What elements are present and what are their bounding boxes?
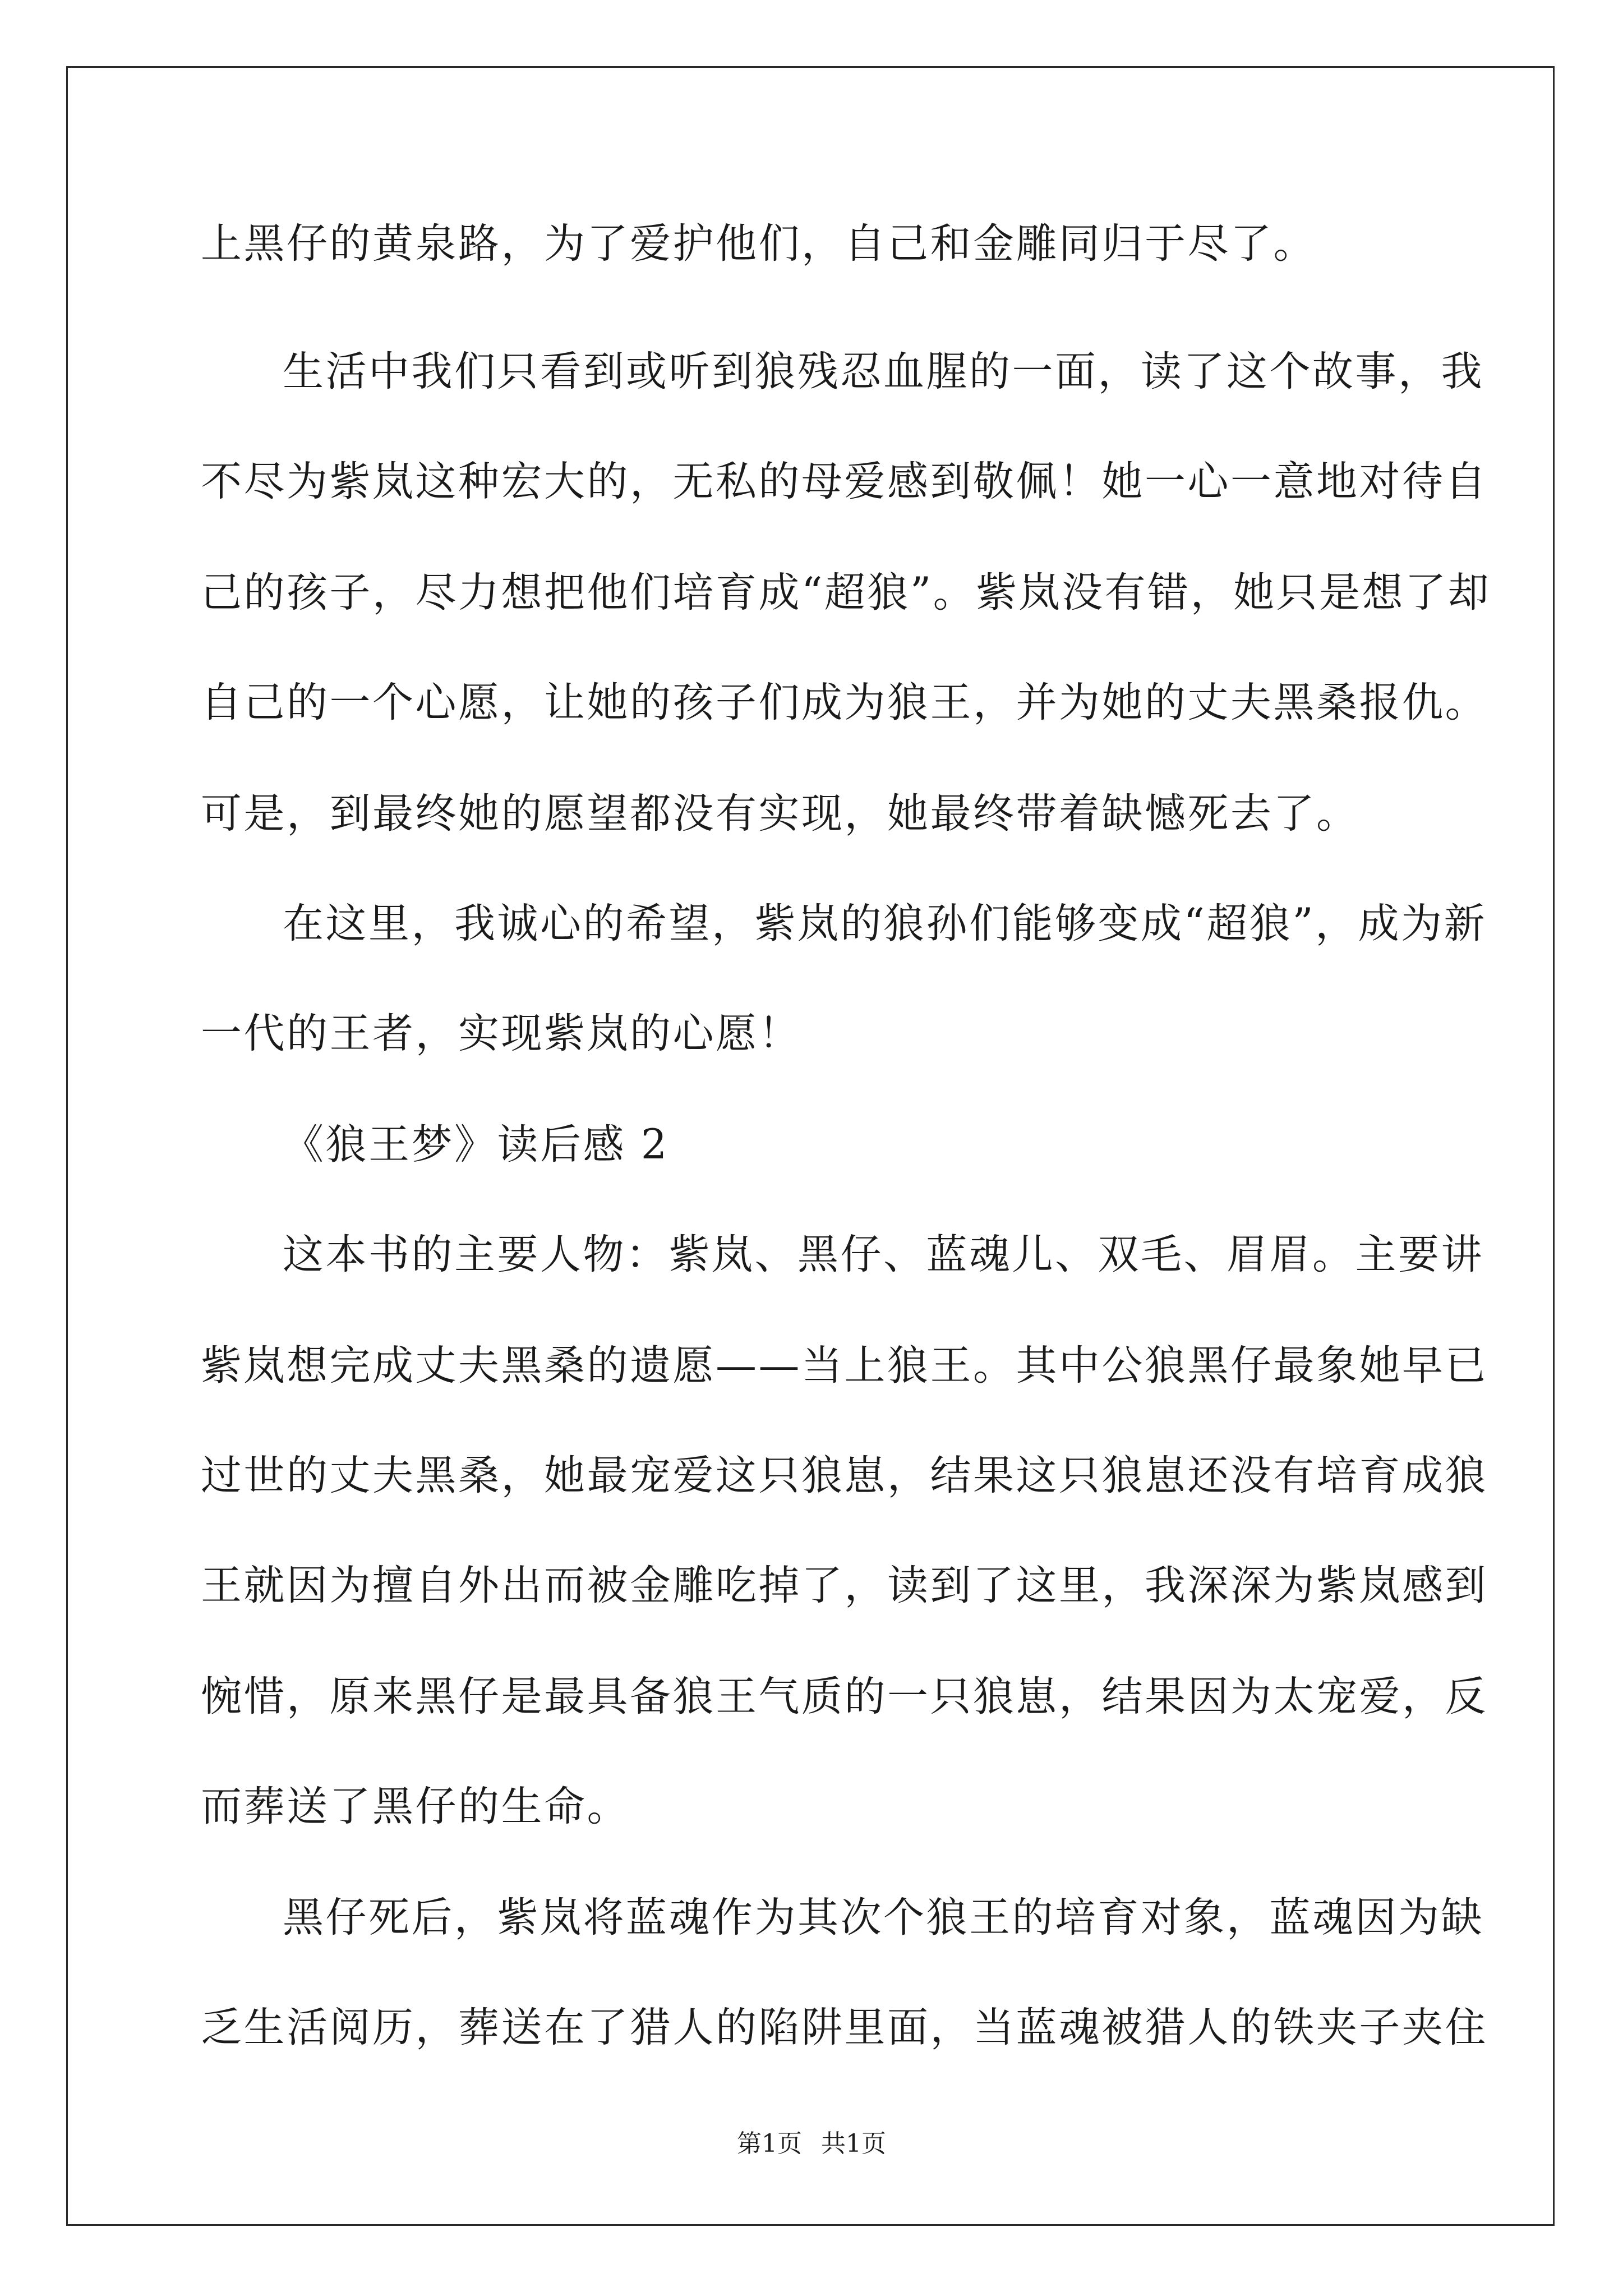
page-total: 共1页 (821, 2129, 886, 2158)
text-line: 黑仔死后，紫岚将蓝魂作为其次个狼王的培育对象，蓝魂因为缺 (283, 1894, 1484, 1941)
text-line: 这本书的主要人物：紫岚、黑仔、蓝魂儿、双毛、眉眉。主要讲 (283, 1231, 1484, 1278)
section-heading: 《狼王梦》读后感 2 (283, 1121, 669, 1168)
text-line: 乏生活阅历，葬送在了猎人的陷阱里面，当蓝魂被猎人的铁夹子夹住 (201, 2004, 1488, 2051)
text-line: 在这里，我诚心的希望，紫岚的狼孙们能够变成“超狼”，成为新 (283, 900, 1487, 947)
page-number: 第1页 (737, 2129, 802, 2158)
text-line: 上黑仔的黄泉路，为了爱护他们，自己和金雕同归于尽了。 (201, 220, 1316, 268)
text-line: 过世的丈夫黑桑，她最宠爱这只狼崽，结果这只狼崽还没有培育成狼 (201, 1452, 1488, 1499)
text-line: 不尽为紫岚这种宏大的，无私的母爱感到敬佩！她一心一意地对待自 (201, 458, 1488, 505)
text-line: 己的孩子，尽力想把他们培育成“超狼”。紫岚没有错，她只是想了却 (201, 569, 1491, 616)
text-line: 而葬送了黑仔的生命。 (201, 1783, 630, 1830)
page-footer (0, 2127, 1623, 2161)
text-line: 生活中我们只看到或听到狼残忍血腥的一面，读了这个故事，我 (283, 348, 1484, 395)
text-line: 自己的一个心愿，让她的孩子们成为狼王，并为她的丈夫黑桑报仇。 (201, 679, 1488, 726)
text-line: 紫岚想完成丈夫黑桑的遗愿——当上狼王。其中公狼黑仔最象她早已 (201, 1342, 1488, 1389)
text-line: 可是，到最终她的愿望都没有实现，她最终带着缺憾死去了。 (201, 790, 1359, 838)
text-line: 王就因为擅自外出而被金雕吃掉了，读到了这里，我深深为紫岚感到 (201, 1562, 1488, 1609)
text-line: 惋惜，原来黑仔是最具备狼王气质的一只狼崽，结果因为太宠爱，反 (201, 1673, 1488, 1720)
text-line: 一代的王者，实现紫岚的心愿！ (201, 1010, 801, 1057)
